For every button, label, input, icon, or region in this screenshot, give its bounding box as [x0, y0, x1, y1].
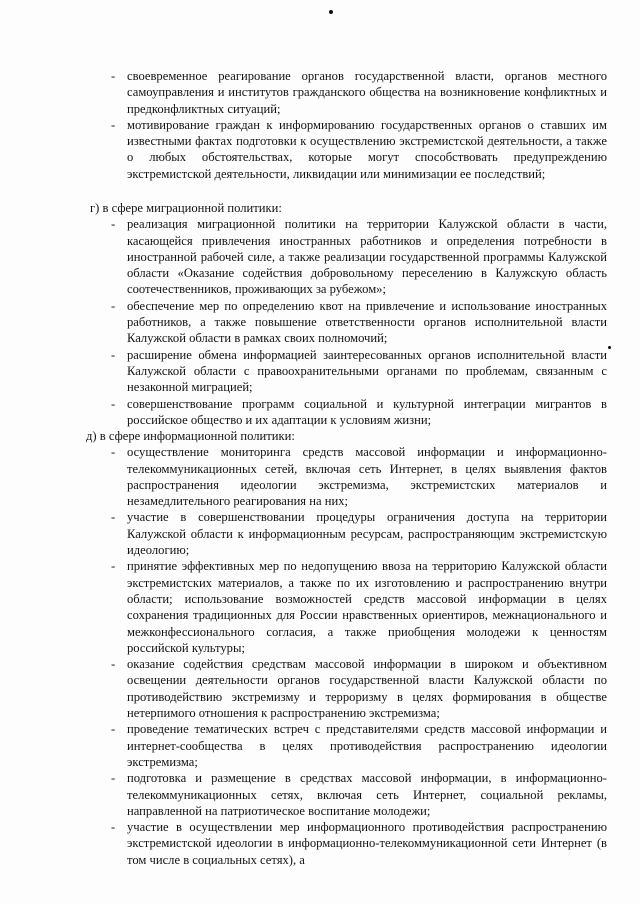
bullet-dash: -	[111, 820, 116, 835]
section-migration	[0, 200, 607, 428]
list-item	[111, 770, 607, 819]
section-heading: д) в сфере информационной политики:	[86, 429, 295, 443]
bullet-dash: -	[111, 771, 116, 786]
list-item	[111, 117, 607, 182]
bullet-dash: -	[111, 69, 116, 83]
list-item	[111, 509, 607, 558]
list-item-text: совершенствование программ социальной и культурной интеграции мигрантов в российское общество и их адаптации к условиям жизни;	[127, 396, 607, 427]
list-item-text: реализация миграционной политики на территории Калужской области в части, касающейся привлечения иностранных работников и определения потребности в иностранной рабочей силе, а также реализации государственной программы Калужской области «Оказание содействия добровольному переселению в Калужскую область соотечественников, проживающих за рубежом»;	[127, 217, 607, 297]
list-item	[111, 721, 607, 770]
bullet-dash: -	[111, 722, 116, 737]
section-continuation	[0, 68, 607, 182]
list-item-text: подготовка и размещение в средствах массовой информации, в информационно-телекоммуникационных сетях, включая сеть Интернет, социальной рекламы, направленной на патриотическое воспитание молодежи;	[127, 771, 607, 818]
list-item	[111, 396, 607, 429]
list-item	[111, 298, 607, 347]
section-information	[0, 428, 607, 868]
list-item	[111, 444, 607, 509]
bullet-dash: -	[111, 657, 116, 672]
bullet-dash: -	[111, 117, 116, 132]
bullet-dash: -	[111, 396, 116, 411]
list-item	[111, 216, 607, 297]
list-item-text: расширение обмена информацией заинтересованных органов исполнительной власти Калужской области с правоохранительными органами по проблемам, связанным с незаконной миграцией;	[127, 347, 607, 395]
list-item-text: участие в совершенствовании процедуры ограничения доступа на территории Калужской области к информационным ресурсам, распространяющим экстремистскую идеологию;	[127, 510, 607, 558]
scan-speck	[608, 346, 611, 349]
list-item	[111, 347, 607, 396]
bullet-dash: -	[111, 445, 116, 460]
list-item	[111, 68, 607, 117]
list-item-text: участие в осуществлении мер информационного противодействия распространению экстремистской идеологии в информационно-телекоммуникационной сети Интернет (в том числе в социальных сетях), а	[127, 820, 607, 867]
bullet-dash: -	[111, 298, 116, 313]
list-item-text: мотивирование граждан к информированию государственных органов о ставших им известными фактах подготовки к осуществлению экстремистской деятельности, а также о любых обстоятельствах, которые могут способствовать предупреждению экстремистской деятельности, ликвидации или минимизации ее последствий;	[127, 117, 607, 181]
section-heading: г) в сфере миграционной политики:	[90, 201, 282, 215]
list-item-text: оказание содействия средствам массовой информации в широком и объективном освещении деятельности органов государственной власти Калужской области по противодействию экстремизму и терроризму в целях формирования в обществе нетерпимого отношения к распространению экстремизма;	[127, 657, 607, 721]
list-item-text: обеспечение мер по определению квот на привлечение и использование иностранных работников, а также повышение ответственности органов исполнительной власти Калужской области в рамках своих полномочий;	[127, 298, 607, 346]
bullet-dash: -	[111, 217, 116, 232]
bullet-dash: -	[111, 559, 116, 574]
bullet-dash: -	[111, 347, 116, 362]
list-item-text: принятие эффективных мер по недопущению ввоза на территорию Калужской области экстремистских материалов, а также по их изготовлению и распространению внутри области; использование возможностей средств массовой информации в целях сохранения традиционных для России нравственных ориентиров, межнационального и межконфессионального согласия, а также приобщения молодежи к ценностям российской культуры;	[127, 559, 607, 655]
list-item-text: своевременное реагирование органов государственной власти, органов местного самоуправления и институтов гражданского общества на возникновение конфликтных и предконфликтных ситуаций;	[127, 69, 607, 116]
bullet-dash: -	[111, 510, 116, 525]
list-item-text: проведение тематических встреч с представителями средств массовой информации и интернет-сообщества в целях противодействия распространению идеологии экстремизма;	[127, 722, 607, 769]
list-item	[111, 558, 607, 656]
list-item-text: осуществление мониторинга средств массовой информации и информационно-телекоммуникационных сетей, включая сеть Интернет, в целях выявления фактов распространения идеологии экстремизма, экстремистских материалов и незамедлительного реагирования на них;	[127, 445, 607, 509]
list-item	[111, 819, 607, 868]
scan-speck	[329, 10, 333, 14]
list-item	[111, 656, 607, 721]
